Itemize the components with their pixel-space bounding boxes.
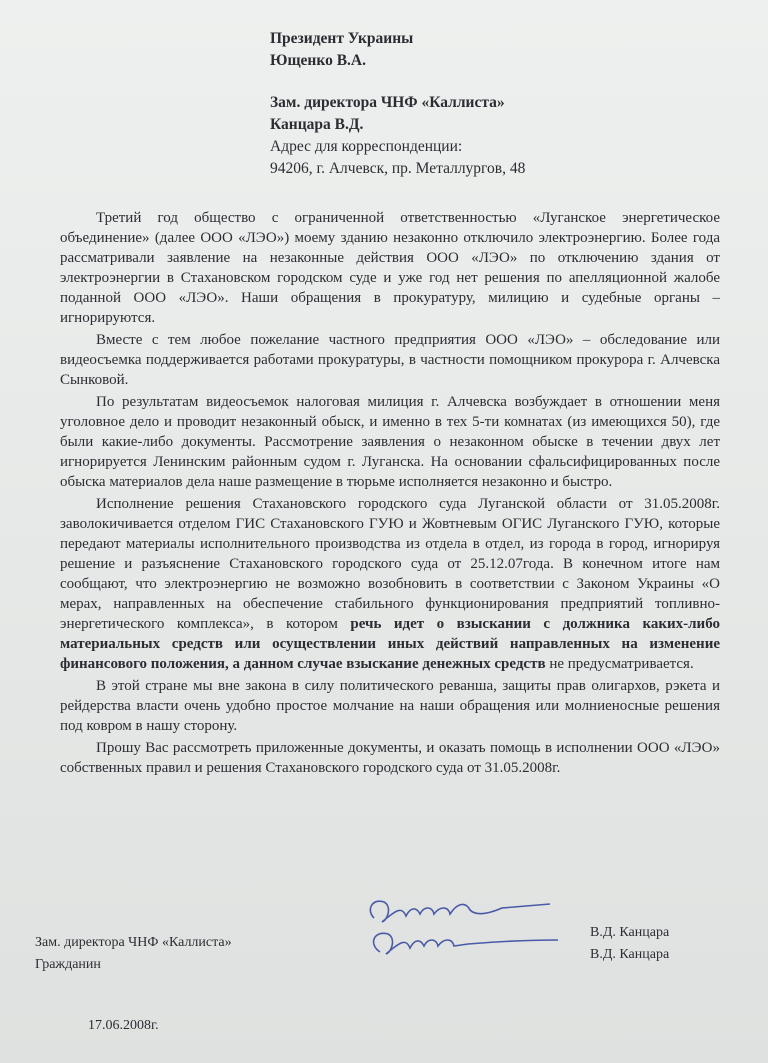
paragraph-4 — [60, 494, 720, 674]
signatory-name-1: В.Д. Канцара — [590, 925, 670, 940]
paragraph-6: Прошу Вас рассмотреть приложенные документы, и оказать помощь в исполнении ООО «ЛЭО» собственных правил и решения Стахановского городского суда от 31.05.2008г. — [60, 740, 720, 776]
recipient-title: Президент Украины — [270, 30, 414, 47]
paragraph-5: В этой стране мы вне закона в силу политического реванша, защиты прав олигархов, рэкета и рейдерства власти очень удобно простое молчание на наши обращения или молниеносные решения под ковром в нашу сторону. — [60, 678, 720, 734]
address-value: 94206, г. Алчевск, пр. Металлургов, 48 — [270, 160, 526, 177]
recipient-name: Ющенко В.А. — [270, 52, 366, 69]
paragraph-4-emphasis: речь идет о взыскании с должника каких-либо материальных средств или осуществлении иных действий направленных на изменение финансового положения, а данном случае взыскание денежных средств — [60, 616, 720, 672]
paragraph-4-text: Исполнение решения Стахановского городского суда Луганской области от 31.05.2008г. заволокичивается отделом ГИС Стахановского ГУЮ и Жовтневым ОГИС Луганского ГУЮ, которые передают материалы исполнительного производства из отдела в отдел, из города в город, игнорируя решение и разъяснение Стахановского городского суда от 25.12.07года. В конечном итоге нам сообщают, что электроэнергию не возможно возобновить в соответствии с Законом Украины «О мерах, направленных на обеспечение стабильного функционирования предприятий топливно-энергетического комплекса», в котором — [60, 496, 720, 632]
letter-date: 17.06.2008г. — [88, 1018, 159, 1033]
signatory-names — [590, 922, 669, 966]
paragraph-2: Вместе с тем любое пожелание частного предприятия ООО «ЛЭО» – обследование или видеосъемка поддерживается работами прокуратуры, в частности помощником прокурора г. Алчевска Сынковой. — [60, 332, 720, 388]
signatory-status: Гражданин — [35, 957, 101, 972]
address-block — [270, 28, 730, 180]
letter-body — [60, 208, 720, 778]
signature-block — [35, 932, 232, 976]
paragraph-3: По результатам видеосъемок налоговая милиция г. Алчевска возбуждает в отношении меня уголовное дело и проводит незаконный обыск, и именно в тех 5-ти комнатах (из имеющихся 50), где были какие-либо документы. Рассмотрение заявления о незаконном обыске в течении двух лет игнорируется Ленинским районным судом г. Луганска. На основании сфальсифицированных после обыска материалов дела наше размещение в тюрьме исполняется незаконно и быстро. — [60, 394, 720, 490]
sender-title: Зам. директора ЧНФ «Каллиста» — [270, 94, 505, 111]
address-label: Адрес для корреспонденции: — [270, 138, 463, 155]
handwritten-signature — [362, 880, 562, 970]
signatory-name-2: В.Д. Канцара — [590, 947, 670, 962]
paragraph-4-end: не предусматривается. — [545, 656, 694, 672]
sender-name: Канцара В.Д. — [270, 116, 364, 133]
signatory-position: Зам. директора ЧНФ «Каллиста» — [35, 935, 232, 950]
paragraph-1: Третий год общество с ограниченной ответственностью «Луганское энергетическое объединение» (далее ООО «ЛЭО») моему зданию незаконно отключило электроэнергию. Более года рассматривали заявление на незаконные действия ООО «ЛЭО» по отключению здания от электроэнергии в Стахановском городском суде и уже год нет решения по апелляционной жалобе поданной ООО «ЛЭО». Наши обращения в прокуратуру, милицию и судебные органы – игнорируются. — [60, 210, 720, 326]
